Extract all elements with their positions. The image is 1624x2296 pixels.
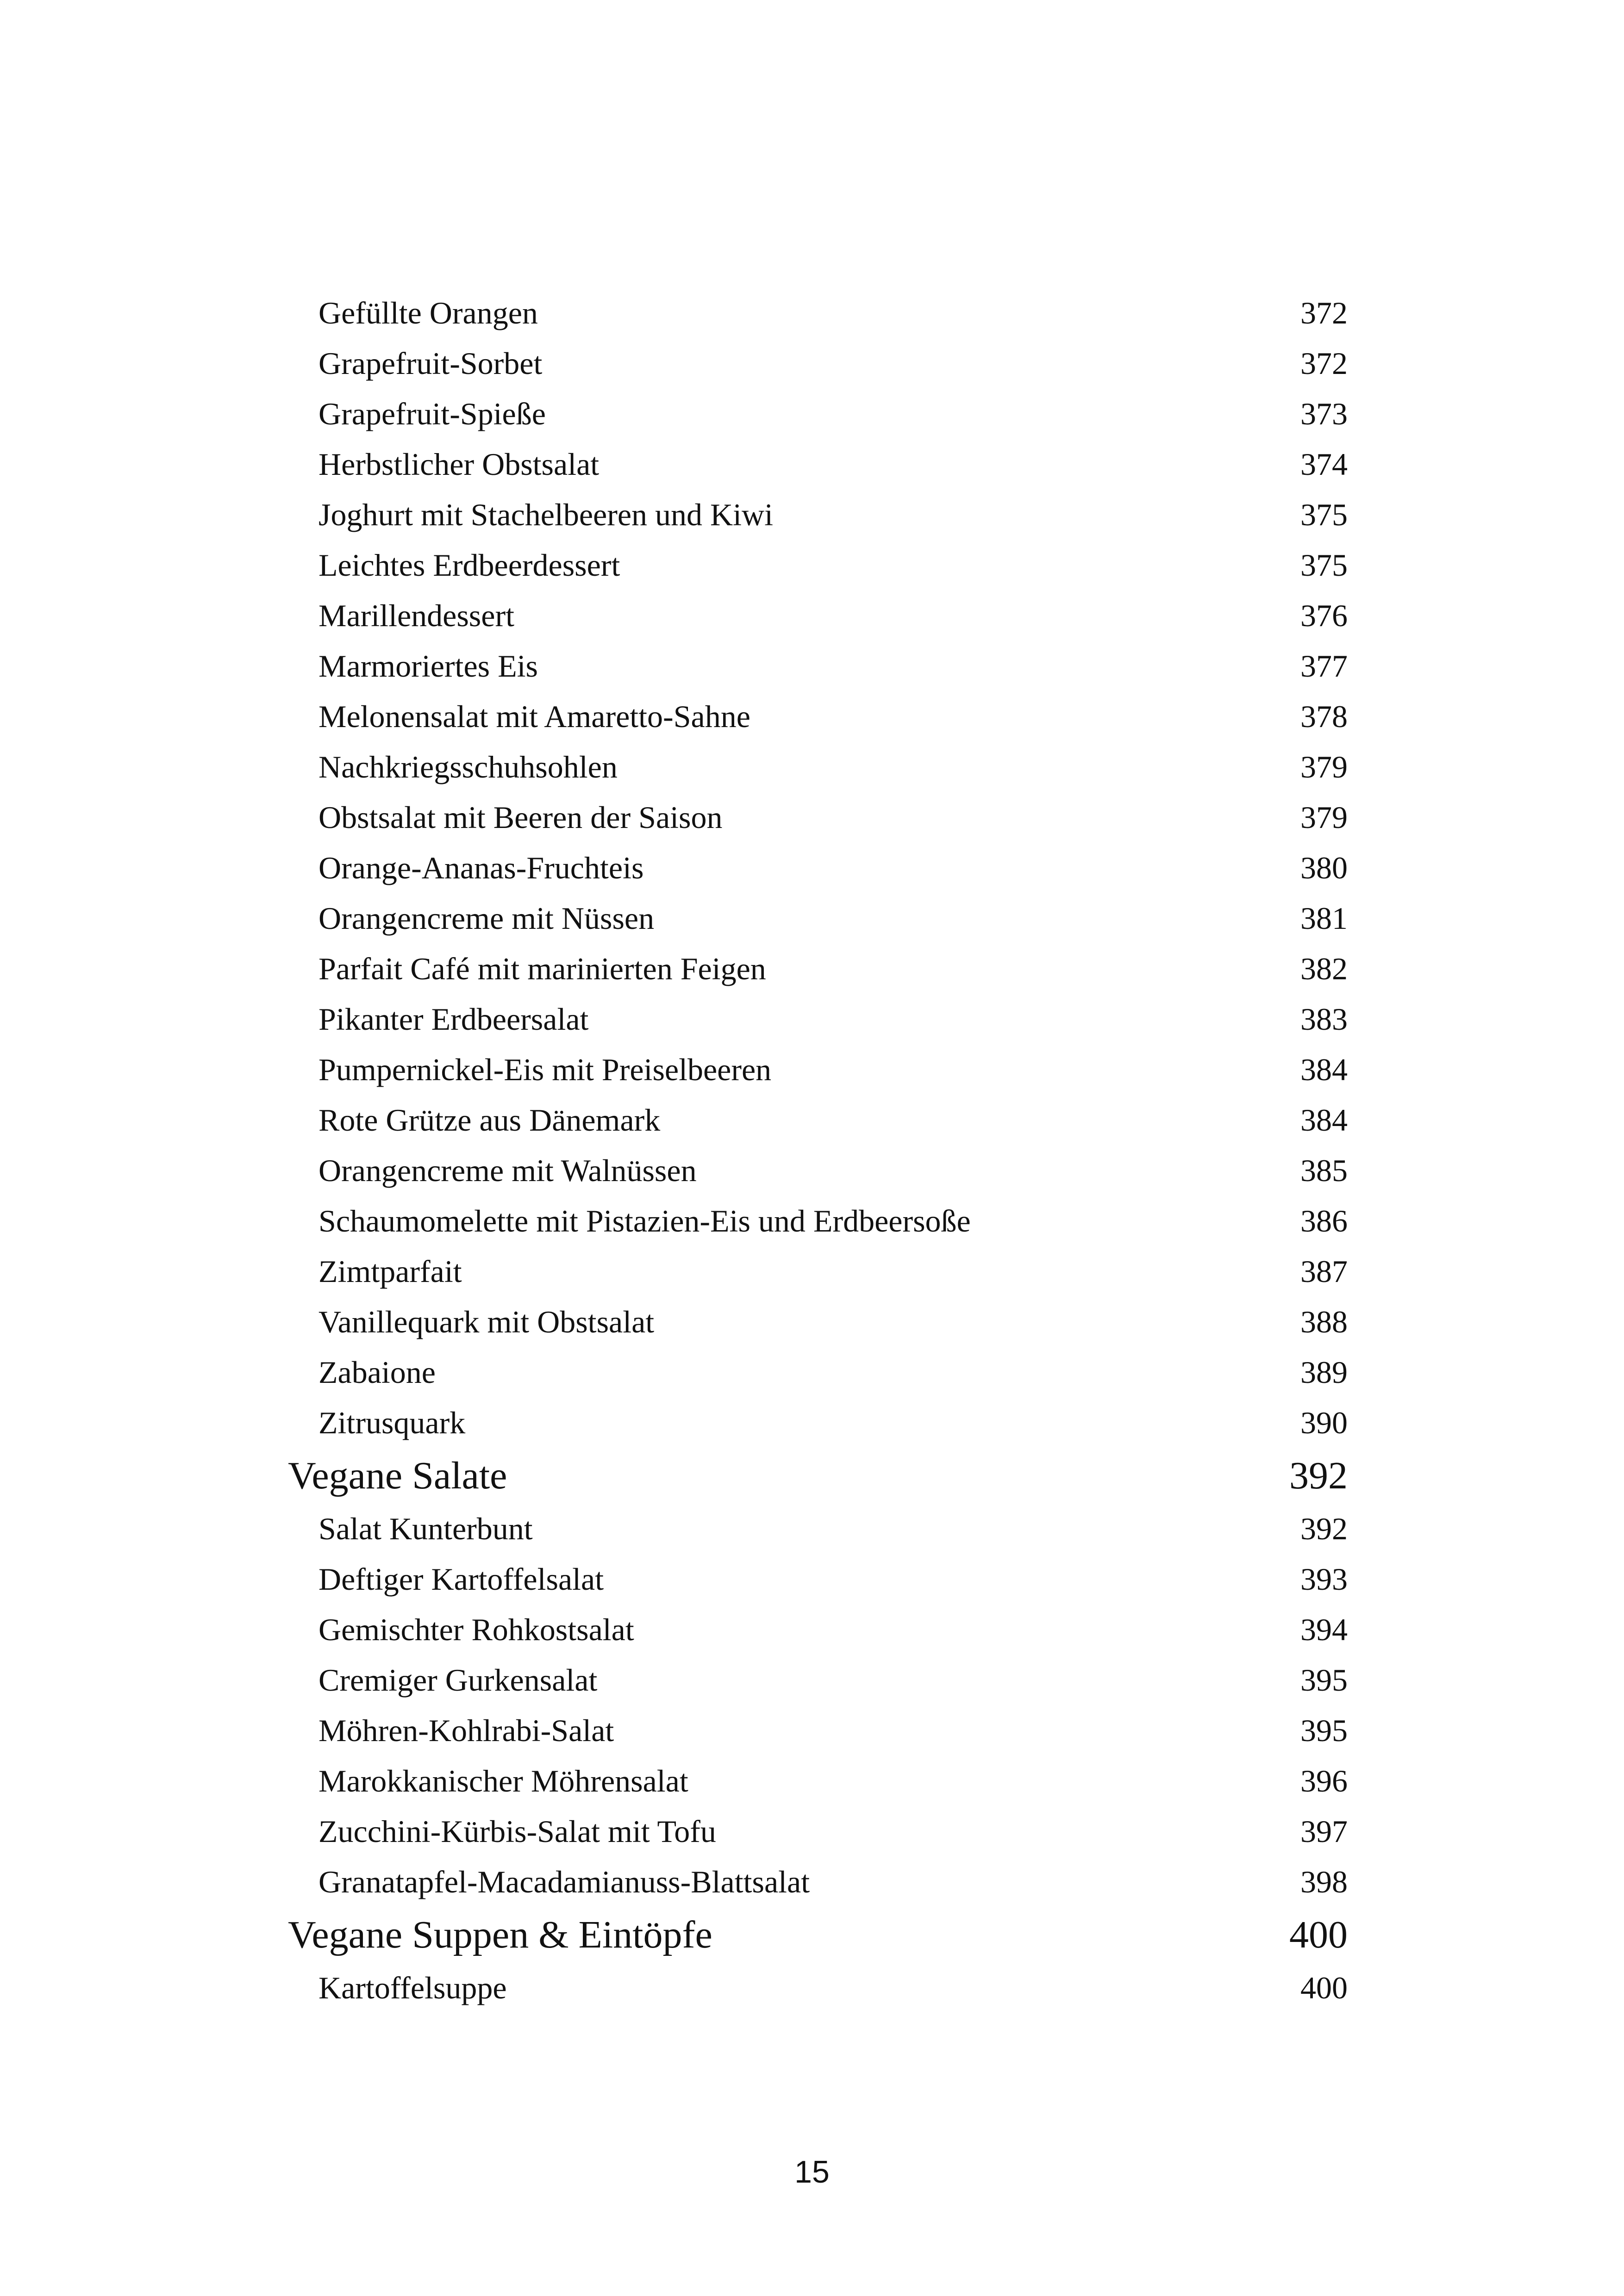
toc-entry-page: 377 [1300, 648, 1348, 684]
toc-entry-title: Cremiger Gurkensalat [319, 1662, 598, 1698]
toc-entry [288, 893, 1348, 944]
toc-entry-page: 375 [1300, 497, 1348, 532]
toc-entry [288, 288, 1348, 338]
toc-entry-title: Gemischter Rohkostsalat [319, 1612, 634, 1647]
toc-entry-page: 372 [1300, 295, 1348, 330]
toc-entry-page: 389 [1300, 1355, 1348, 1390]
toc-entry-page: 398 [1300, 1864, 1348, 1899]
toc-entry-title: Gefüllte Orangen [319, 295, 538, 330]
toc-entry-page: 374 [1300, 447, 1348, 482]
toc-entry [288, 439, 1348, 490]
toc-entry [288, 1806, 1348, 1857]
toc-section-heading [288, 1448, 1348, 1504]
toc-entry [288, 691, 1348, 742]
toc-entry-page: 379 [1300, 749, 1348, 784]
toc-entry-page: 381 [1300, 901, 1348, 936]
toc-entry [288, 1045, 1348, 1095]
toc-entry-page: 390 [1300, 1405, 1348, 1440]
toc-entry-title: Zitrusquark [319, 1405, 466, 1440]
toc-entry-title: Rote Grütze aus Dänemark [319, 1102, 661, 1138]
toc-entry-page: 380 [1300, 850, 1348, 885]
toc-entry-title: Nachkriegsschuhsohlen [319, 749, 618, 784]
toc-entry-title: Zabaione [319, 1355, 436, 1390]
page-number: 15 [794, 2154, 830, 2190]
toc-entry-title: Pikanter Erdbeersalat [319, 1002, 589, 1037]
toc-entry-title: Marokkanischer Möhrensalat [319, 1763, 688, 1798]
toc-entry-title: Schaumomelette mit Pistazien-Eis und Erdbeersoße [319, 1203, 971, 1238]
toc-entry-page: 378 [1300, 699, 1348, 734]
toc-entry-page: 395 [1300, 1662, 1348, 1698]
toc-entry [288, 1655, 1348, 1705]
toc-entry [288, 641, 1348, 691]
toc-entry [288, 1605, 1348, 1655]
toc-section-heading [288, 1907, 1348, 1963]
toc-entry-page: 392 [1300, 1511, 1348, 1546]
toc-entry-title: Pumpernickel-Eis mit Preiselbeeren [319, 1052, 772, 1087]
toc-entry-title: Marmoriertes Eis [319, 648, 538, 684]
toc-entry-page: 375 [1300, 548, 1348, 583]
toc-entry [288, 1095, 1348, 1145]
toc-entry-page: 373 [1300, 396, 1348, 431]
toc-entry [288, 1756, 1348, 1806]
toc-entry [288, 1347, 1348, 1398]
toc-entry-page: 396 [1300, 1763, 1348, 1798]
toc-entry [288, 742, 1348, 792]
toc-entry [288, 1297, 1348, 1347]
toc-entry-page: 385 [1300, 1153, 1348, 1188]
toc-entry-title: Möhren-Kohlrabi-Salat [319, 1713, 614, 1748]
toc-entry [288, 1963, 1348, 2013]
toc-entry-page: 387 [1300, 1254, 1348, 1289]
toc-entry [288, 490, 1348, 540]
toc-entry [288, 591, 1348, 641]
toc-entry [288, 540, 1348, 591]
toc-entry-title: Leichtes Erdbeerdessert [319, 548, 620, 583]
toc-entry-title: Marillendessert [319, 598, 514, 633]
toc-entry-page: 382 [1300, 951, 1348, 986]
toc-entry-title: Orange-Ananas-Fruchteis [319, 850, 644, 885]
toc-entry-title: Joghurt mit Stachelbeeren und Kiwi [319, 497, 774, 532]
toc-entry-title: Orangencreme mit Walnüssen [319, 1153, 697, 1188]
toc-entry-title: Deftiger Kartoffelsalat [319, 1562, 604, 1597]
toc-entry [288, 1398, 1348, 1448]
toc-entry-page: 376 [1300, 598, 1348, 633]
toc-entry-title: Kartoffelsuppe [319, 1970, 507, 2005]
toc-entry [288, 1246, 1348, 1297]
toc-section-page: 392 [1289, 1454, 1348, 1497]
toc-entry [288, 1145, 1348, 1196]
table-of-contents [288, 288, 1348, 2013]
toc-entry-title: Grapefruit-Sorbet [319, 346, 543, 381]
toc-entry-page: 383 [1300, 1002, 1348, 1037]
toc-entry-page: 372 [1300, 346, 1348, 381]
toc-entry [288, 1554, 1348, 1605]
toc-entry-title: Zucchini-Kürbis-Salat mit Tofu [319, 1814, 716, 1849]
toc-entry-title: Salat Kunterbunt [319, 1511, 533, 1546]
toc-entry [288, 389, 1348, 439]
toc-entry-title: Herbstlicher Obstsalat [319, 447, 600, 482]
toc-entry [288, 792, 1348, 843]
toc-entry-page: 393 [1300, 1562, 1348, 1597]
toc-entry [288, 843, 1348, 893]
toc-entry [288, 994, 1348, 1045]
toc-section-title: Vegane Salate [288, 1454, 507, 1497]
toc-entry [288, 1196, 1348, 1246]
toc-entry-page: 394 [1300, 1612, 1348, 1647]
toc-entry [288, 1705, 1348, 1756]
toc-entry [288, 338, 1348, 389]
toc-entry-page: 384 [1300, 1052, 1348, 1087]
toc-entry-title: Grapefruit-Spieße [319, 396, 546, 431]
toc-entry-page: 388 [1300, 1304, 1348, 1339]
toc-entry [288, 1857, 1348, 1907]
toc-entry-title: Parfait Café mit marinierten Feigen [319, 951, 766, 986]
toc-entry-page: 395 [1300, 1713, 1348, 1748]
toc-entry-title: Orangencreme mit Nüssen [319, 901, 655, 936]
toc-entry-page: 379 [1300, 800, 1348, 835]
toc-entry-page: 400 [1300, 1970, 1348, 2005]
toc-entry [288, 1504, 1348, 1554]
toc-entry-page: 386 [1300, 1203, 1348, 1238]
toc-entry-title: Melonensalat mit Amaretto-Sahne [319, 699, 750, 734]
toc-entry [288, 944, 1348, 994]
toc-entry-title: Zimtparfait [319, 1254, 462, 1289]
toc-entry-page: 384 [1300, 1102, 1348, 1138]
toc-entry-title: Granatapfel-Macadamianuss-Blattsalat [319, 1864, 810, 1899]
toc-section-page: 400 [1289, 1913, 1348, 1956]
toc-entry-title: Obstsalat mit Beeren der Saison [319, 800, 723, 835]
toc-entry-title: Vanillequark mit Obstsalat [319, 1304, 655, 1339]
toc-entry-page: 397 [1300, 1814, 1348, 1849]
toc-section-title: Vegane Suppen & Eintöpfe [288, 1913, 712, 1956]
